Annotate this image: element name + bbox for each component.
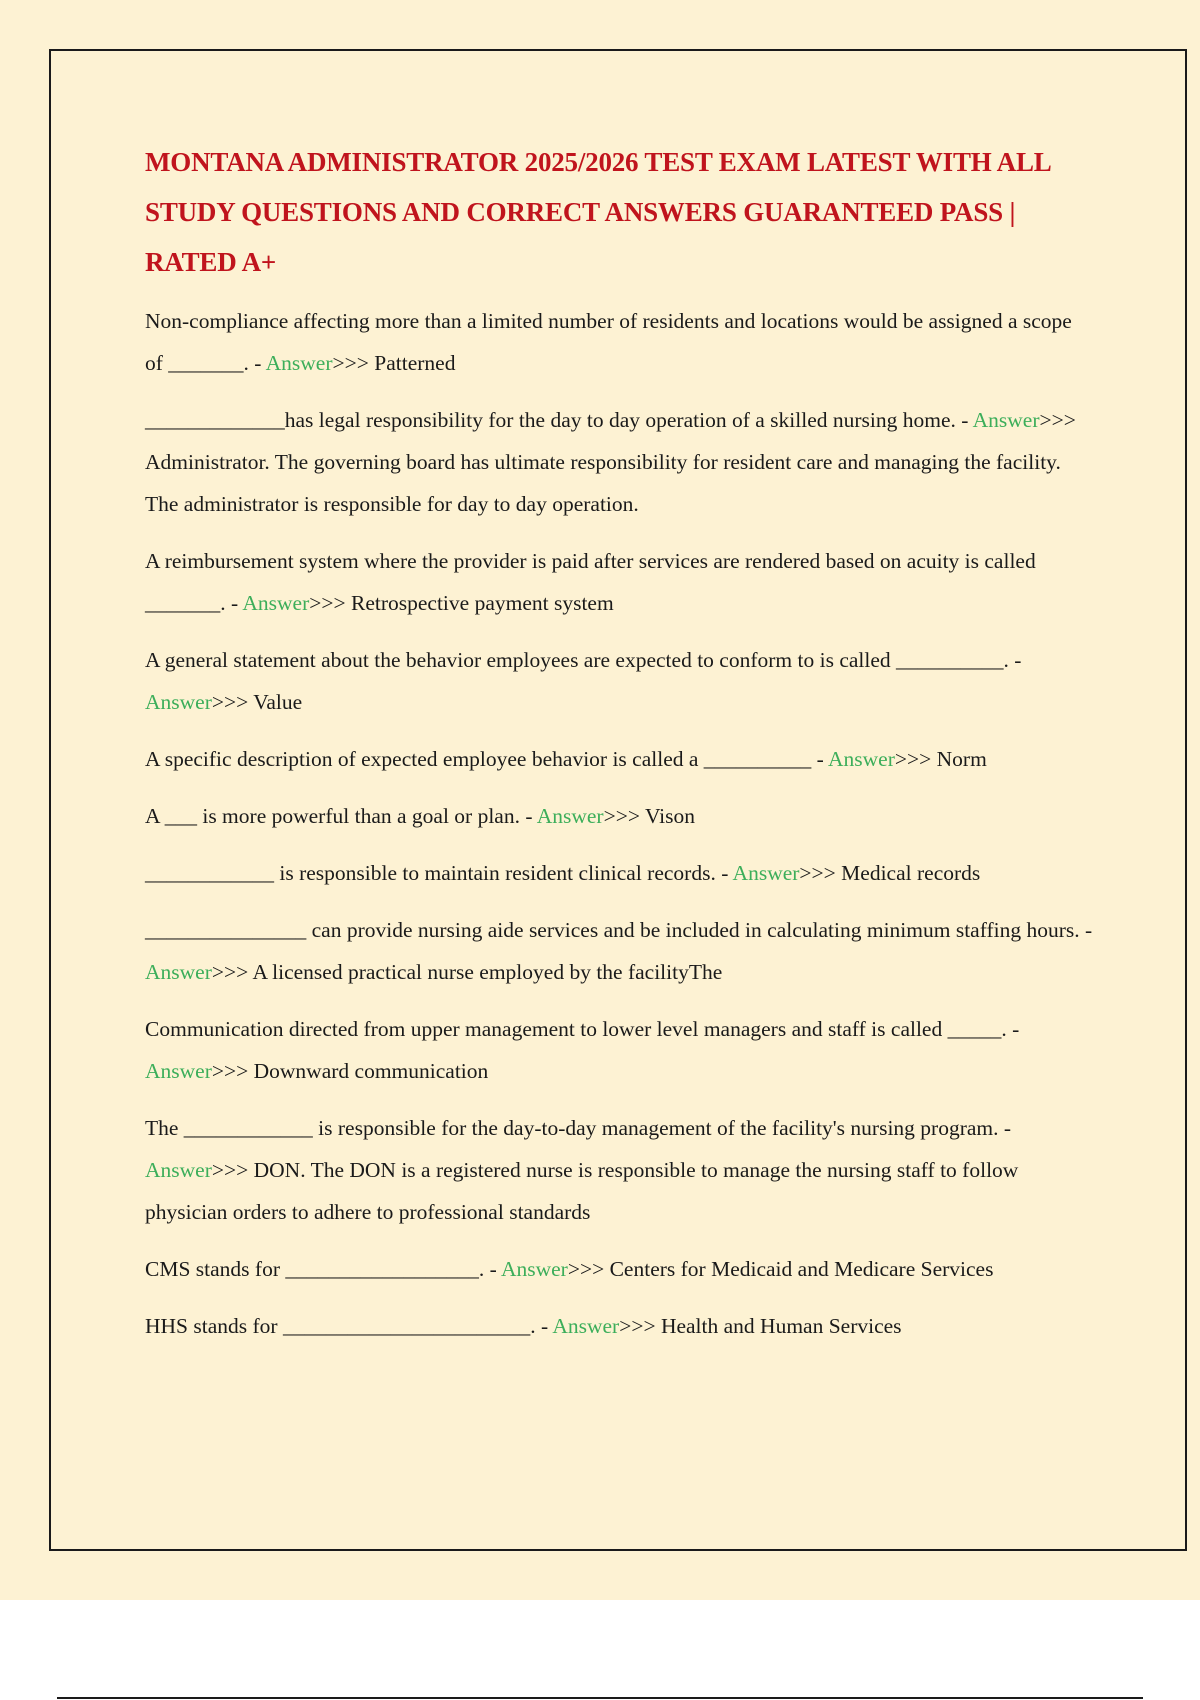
question-text: _____________has legal responsibility for the day to day operation of a skilled nursing home. -	[145, 408, 973, 432]
qa-item	[145, 1008, 1095, 1092]
qa-item	[145, 738, 1095, 780]
question-text: Communication directed from upper management to lower level managers and staff is called _____. -	[145, 1017, 1020, 1041]
answer-label: Answer	[145, 1158, 212, 1182]
answer-label: Answer	[265, 351, 333, 375]
answer-label: Answer	[552, 1314, 620, 1338]
question-text: A general statement about the behavior employees are expected to conform to is called __________. -	[145, 648, 1022, 672]
question-text: Non-compliance affecting more than a limited number of residents and locations would be assigned a scope of _______. -	[145, 309, 1072, 375]
answer-text: >>> A licensed practical nurse employed by the facilityThe	[211, 960, 723, 984]
answer-text: >>> DON. The DON is a registered nurse is responsible to manage the nursing staff to follow physician orders to adhere to professional standards	[145, 1158, 1019, 1224]
answer-label: Answer	[972, 408, 1040, 432]
answer-text: >>> Administrator. The governing board has ultimate responsibility for resident care and managing the facility. The administrator is responsible for day to day operation.	[145, 408, 1076, 516]
answer-label: Answer	[828, 747, 895, 771]
answer-label: Answer	[145, 690, 212, 714]
page-divider	[57, 1697, 1143, 1699]
answer-label: Answer	[500, 1257, 568, 1281]
question-text: The ____________ is responsible for the day-to-day management of the facility's nursing program. -	[145, 1116, 1012, 1140]
answer-text: >>> Centers for Medicaid and Medicare Services	[567, 1257, 994, 1281]
qa-item	[145, 909, 1095, 993]
document-title: MONTANA ADMINISTRATOR 2025/2026 TEST EXAM LATEST WITH ALL STUDY QUESTIONS AND CORRECT ANSWERS GUARANTEED PASS | RATED A+	[145, 147, 1051, 277]
qa-item	[145, 1248, 1095, 1290]
qa-list	[145, 300, 1095, 1362]
question-text: HHS stands for _______________________. -	[145, 1314, 553, 1338]
qa-item	[145, 1305, 1095, 1347]
question-text: CMS stands for __________________. -	[145, 1257, 501, 1281]
answer-label: Answer	[732, 861, 800, 885]
answer-label: Answer	[242, 591, 310, 615]
qa-item	[145, 300, 1095, 384]
question-text: A specific description of expected employee behavior is called a __________ -	[145, 747, 829, 771]
answer-text: >>> Patterned	[332, 351, 456, 375]
question-text: A reimbursement system where the provider is paid after services are rendered based on acuity is called _______. -	[145, 549, 1036, 615]
answer-text: >>> Value	[211, 690, 303, 714]
answer-text: >>> Medical records	[799, 861, 981, 885]
answer-text: >>> Health and Human Services	[619, 1314, 902, 1338]
answer-text: >>> Norm	[894, 747, 987, 771]
answer-label: Answer	[145, 1059, 212, 1083]
question-text: ____________ is responsible to maintain resident clinical records. -	[145, 861, 733, 885]
qa-item	[145, 795, 1095, 837]
qa-item	[145, 639, 1095, 723]
qa-item	[145, 1107, 1095, 1233]
answer-label: Answer	[145, 960, 212, 984]
answer-text: >>> Vison	[603, 804, 696, 828]
answer-text: >>> Retrospective payment system	[309, 591, 614, 615]
answer-label: Answer	[536, 804, 604, 828]
qa-item	[145, 399, 1095, 525]
question-text: _______________ can provide nursing aide services and be included in calculating minimum staffing hours. -	[145, 918, 1093, 942]
qa-item	[145, 540, 1095, 624]
qa-item	[145, 852, 1095, 894]
answer-text: >>> Downward communication	[211, 1059, 489, 1083]
question-text: A ___ is more powerful than a goal or plan. -	[145, 804, 537, 828]
